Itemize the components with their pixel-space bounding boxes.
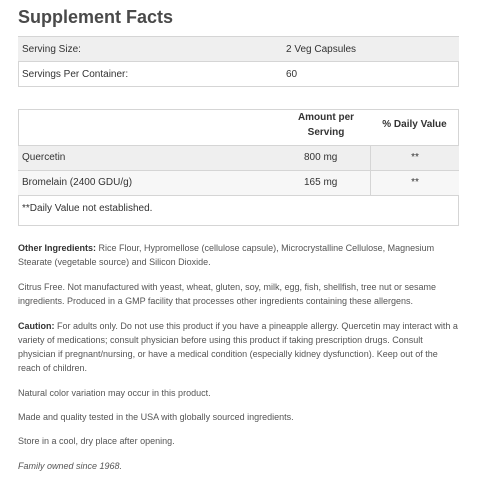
footnote-row <box>18 196 459 226</box>
nutrient-name: Quercetin <box>22 152 66 163</box>
table-row <box>18 171 459 196</box>
caution-label: Caution: <box>18 321 55 331</box>
nutrient-dv: ** <box>370 171 459 195</box>
table-spacer-row <box>18 87 459 110</box>
serving-size-row <box>18 37 459 62</box>
other-ingredients-paragraph <box>18 241 458 269</box>
supplement-facts-title: Supplement Facts <box>18 7 174 27</box>
serving-size-value: 2 Veg Capsules <box>286 44 357 55</box>
caution-text: For adults only. Do not use this product if you have a pineapple allergy. Quercetin may interact with a variety of medications; consult physician before using this product if taking prescription drugs. Consult physician if pregnant/nursing, or have a medical condition (especially kidney dysfunction). Keep out of the reach of children. <box>18 321 458 373</box>
amount-header-line2: Serving <box>307 127 345 138</box>
nutrient-dv: ** <box>370 146 459 170</box>
serving-size-label: Serving Size: <box>22 44 81 55</box>
nutrient-name: Bromelain (2400 GDU/g) <box>22 177 133 188</box>
other-ingredients-text: Rice Flour, Hypromellose (cellulose capsule), Microcrystalline Cellulose, Magnesium Stearate (vegetable source) and Silicon Dioxide. <box>18 243 435 267</box>
made-in-usa-note: Made and quality tested in the USA with globally sourced ingredients. <box>18 412 294 422</box>
color-variation-note: Natural color variation may occur in this product. <box>18 388 211 398</box>
caution-paragraph <box>18 319 458 375</box>
servings-per-container-value: 60 <box>286 69 298 80</box>
amount-header-line1: Amount per <box>297 112 355 123</box>
nutrient-amount: 800 mg <box>304 152 338 163</box>
family-owned-note: Family owned since 1968. <box>18 461 123 471</box>
servings-per-container-row <box>18 62 459 87</box>
table-row <box>18 146 459 171</box>
nutrient-amount: 165 mg <box>304 177 338 188</box>
daily-value-header: % Daily Value <box>382 119 447 130</box>
table-header-row <box>18 110 459 146</box>
servings-per-container-label: Servings Per Container: <box>22 69 129 80</box>
other-ingredients-label: Other Ingredients: <box>18 243 97 253</box>
daily-value-footnote: **Daily Value not established. <box>22 203 153 214</box>
storage-note: Store in a cool, dry place after opening. <box>18 436 175 446</box>
allergen-statement: Citrus Free. Not manufactured with yeast, wheat, gluten, soy, milk, egg, fish, shellfish, tree nut or sesame ingredients. Produced in a GMP facility that processes other ingredients containing these allergens. <box>18 282 437 306</box>
amount-header <box>286 110 366 140</box>
